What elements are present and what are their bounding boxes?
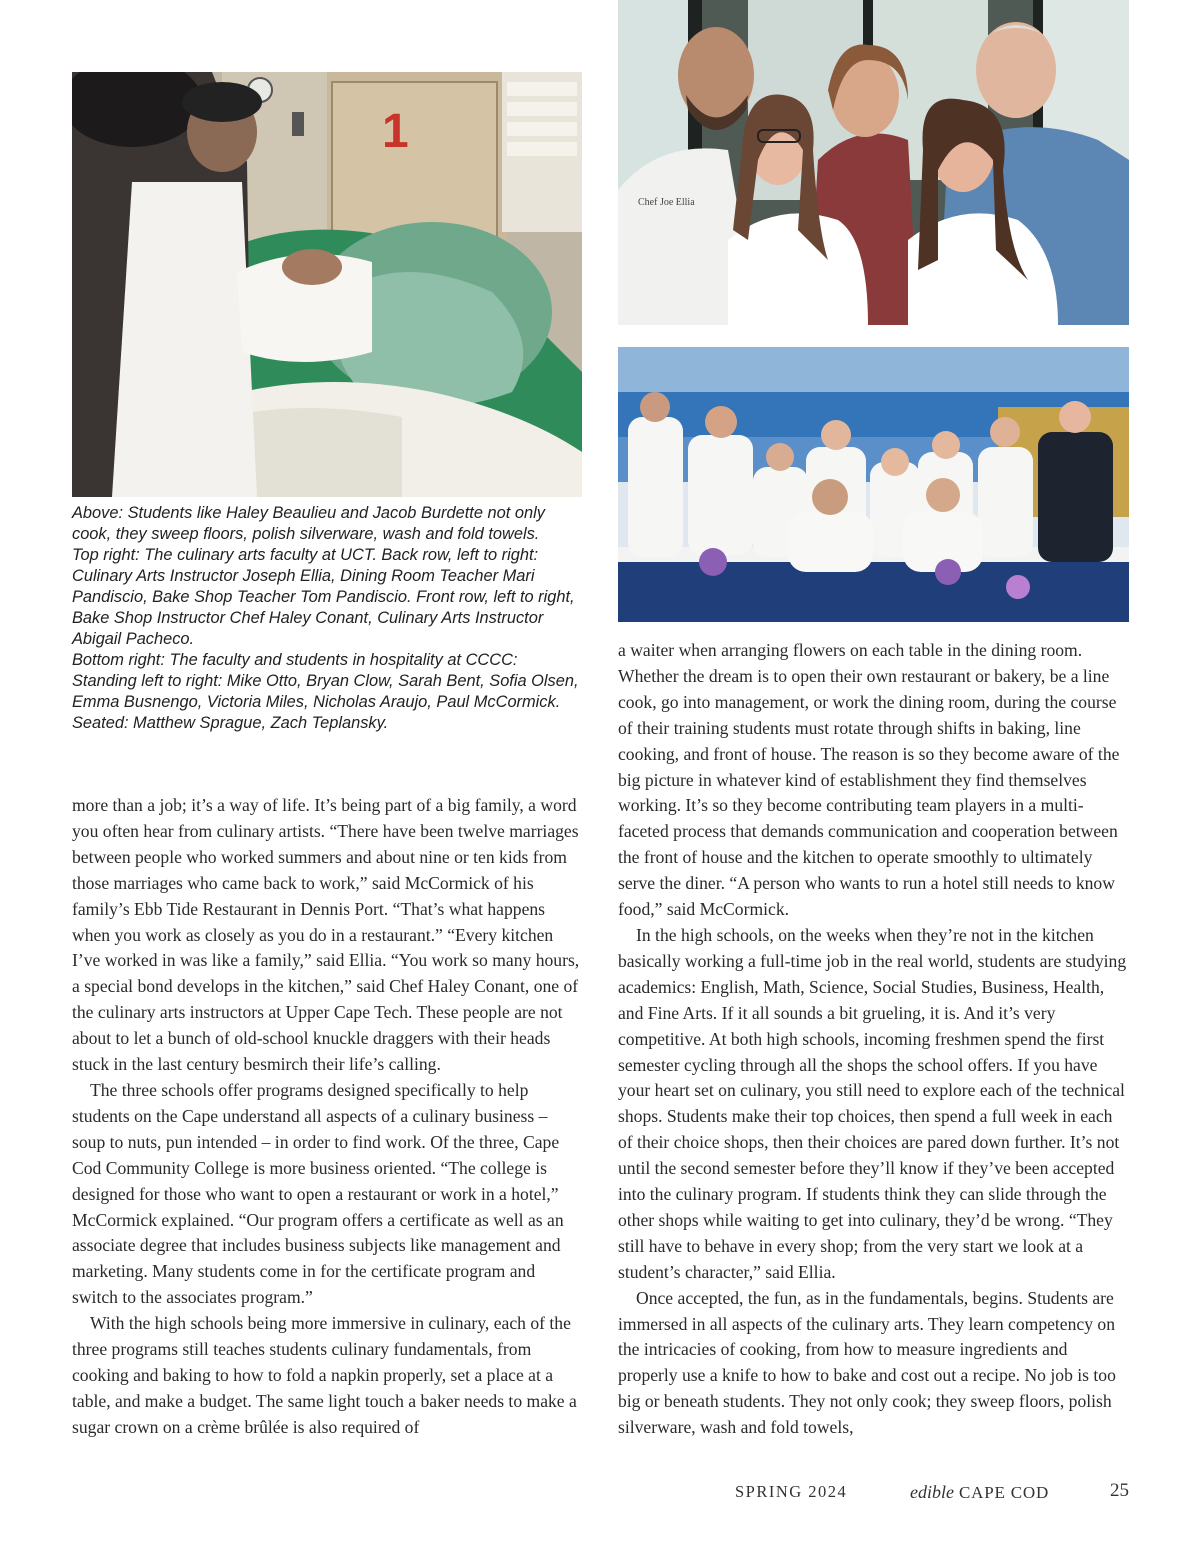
article-right-column bbox=[618, 638, 1129, 1441]
article-paragraph: In the high schools, on the weeks when they’re not in the kitchen basically working a full-time job in the real world, students are studying academics: English, Math, Science, Social Studies, Business, Health, and Fine Arts. If it all sounds a bit grueling, it is. And it’s very competitive. At both high schools, incoming freshmen spend the first semester cycling through all the shops the school offers. If you have your heart set on culinary, you still need to explore each of the technical shops. Students make their top choices, then spend a full week in each of their choice shops, then their choices are pared down further. It’s not until the second semester before they’ll know if they’ve been accepted into the culinary program. If students think they can slide through the other shops while waiting to get into culinary, they’d be wrong. “They still have to behave in every shop; from the very start we look at a student’s character,” said Ellia. bbox=[618, 924, 1127, 1282]
photo-faculty-portrait bbox=[618, 0, 1129, 325]
door-sign-number: 1 bbox=[382, 105, 409, 158]
magazine-name bbox=[910, 1482, 1049, 1503]
article-paragraph: With the high schools being more immersive in culinary, each of the three programs still teaches students culinary fundamentals, from cooking and baking to how to fold a napkin properly, set a place at a table, and make a budget. The same light touch a baker needs to make a sugar crown on a crème brûlée is also required of bbox=[72, 1313, 577, 1437]
photo-caption bbox=[72, 503, 584, 734]
kitchen-photo-illustration bbox=[72, 72, 582, 497]
page-footer bbox=[618, 1477, 1129, 1507]
faculty-photo-illustration bbox=[618, 0, 1129, 325]
photo-hospitality-group bbox=[618, 347, 1129, 622]
article-left-column bbox=[72, 793, 580, 1441]
article-paragraph: The three schools offer programs designed specifically to help students on the Cape understand all aspects of a culinary business – soup to nuts, pun intended – in order to find work. Of the three, Cape Cod Community College is more business oriented. “The college is designed for those who want to open a restaurant or work in a hotel,” McCormick explained. “Our program offers a certificate as well as an associate degree that includes business subjects like management and marketing. Many students come in for the certificate program and switch to the associates program.” bbox=[72, 1079, 564, 1308]
photo-kitchen-students bbox=[72, 72, 582, 497]
article-paragraph: a waiter when arranging flowers on each table in the dining room. Whether the dream is to open their own restaurant or bakery, be a line cook, go into management, or work the dining room, during the course of their training students must rotate through shifts in baking, line cooking, and front of house. The reason is so they become aware of the big picture in whatever kind of establishment they find themselves working. It’s so they become contributing team players in a multi-faceted process that demands communication and cooperation between the front of house and the kitchen to operate smoothly to ultimately serve the diner. “A person who wants to run a hotel still needs to know food,” said McCormick. bbox=[618, 640, 1120, 920]
magazine-name-rest: CAPE COD bbox=[953, 1483, 1050, 1502]
caption-top-right: Top right: The culinary arts faculty at UCT. Back row, left to right: Culinary Arts Instructor Joseph Ellia, Dining Room Teacher Mari Pandiscio, Bake Shop Teacher Tom Pandiscio. Front row, left to right, Bake Shop Instructor Chef Haley Conant, Culinary Arts Instructor Abigail Pacheco. bbox=[72, 546, 575, 648]
magazine-name-italic: edible bbox=[910, 1482, 954, 1502]
issue-season: SPRING 2024 bbox=[735, 1482, 848, 1501]
caption-above: Above: Students like Haley Beaulieu and Jacob Burdette not only cook, they sweep floors, polish silverware, wash and fold towels. bbox=[72, 504, 545, 543]
page-number: 25 bbox=[1110, 1480, 1129, 1501]
article-paragraph: Once accepted, the fun, as in the fundamentals, begins. Students are immersed in all aspects of the culinary arts. They learn competency on the intricacies of cooking, from how to measure ingredients and properly use a knife to how to bake and cost out a recipe. No job is too big or beneath students. They not only cook; they sweep floors, polish silverware, wash and fold towels, bbox=[618, 1287, 1116, 1438]
chef-coat-text: Chef Joe Ellia bbox=[638, 197, 695, 208]
caption-bottom-right: Bottom right: The faculty and students in hospitality at CCCC: Standing left to right: Mike Otto, Bryan Clow, Sarah Bent, Sofia Olsen, Emma Busnengo, Victoria Miles, Nicholas Araujo, Paul McCormick. Seated: Matthew Sprague, Zach Teplansky. bbox=[72, 651, 579, 732]
group-photo-illustration bbox=[618, 347, 1129, 622]
article-paragraph: more than a job; it’s a way of life. It’s being part of a big family, a word you often hear from culinary artists. “There have been twelve marriages between people who worked summers and about nine or ten kids from those marriages who came back to work,” said McCormick of his family’s Ebb Tide Restaurant in Dennis Port. “That’s what happens when you work as closely as you do in a restaurant.” “Every kitchen I’ve worked in was like a family,” said Ellia. “You work so many hours, a special bond develops in the kitchen,” said Chef Haley Conant, one of the culinary arts instructors at Upper Cape Tech. These people are not about to let a bunch of old-school knuckle draggers with their heads stuck in the last century besmirch their life’s calling. bbox=[72, 795, 580, 1075]
